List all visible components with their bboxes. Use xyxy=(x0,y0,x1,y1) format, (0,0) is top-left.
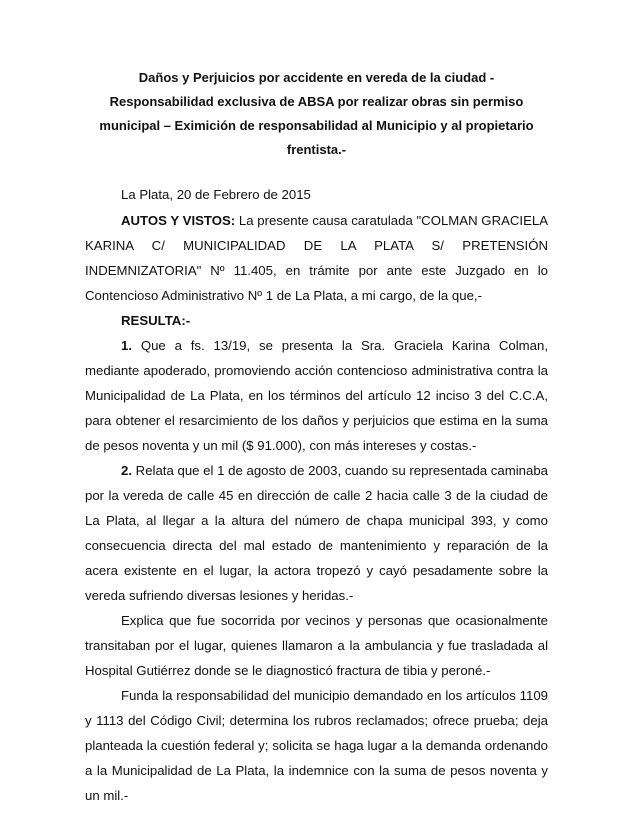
autos-text: La presente causa caratulada "COLMAN GRACIELA KARINA C/ MUNICIPALIDAD DE LA PLATA S/ PRETENSIÓN INDEMNIZATORIA" Nº 11.405, en trámite por ante este Juzgado en lo Contencioso Administrativo Nº 1 de La Plata, a mi cargo, de la que,- xyxy=(85,213,548,303)
date-line: La Plata, 20 de Febrero de 2015 xyxy=(121,187,311,202)
document-page xyxy=(85,66,548,808)
paragraph-4: Funda la responsabilidad del municipio demandado en los artículos 1109 y 1113 del Código Civil; determina los rubros reclamados; ofrece prueba; deja planteada la cuestión federal y; solicita se haga lugar a la demanda ordenando a la Municipalidad de La Plata, la indemnice con la suma de pesos noventa y un mil.- xyxy=(85,688,548,803)
autos-label: AUTOS Y VISTOS: xyxy=(121,213,236,228)
title-line-3: municipal – Eximición de responsabilidad al Municipio y al propietario xyxy=(99,118,534,133)
autos-paragraph xyxy=(85,208,548,308)
paragraph-3: Explica que fue socorrida por vecinos y personas que ocasionalmente transitaban por el lugar, quienes llamaron a la ambulancia y fue trasladada al Hospital Gutiérrez donde se le diagnosticó fractura de tibia y peroné.- xyxy=(85,613,548,678)
resulta-heading: RESULTA:- xyxy=(121,313,191,328)
paragraph-1-text: Que a fs. 13/19, se presenta la Sra. Graciela Karina Colman, mediante apoderado, promoviendo acción contencioso administrativa contra la Municipalidad de La Plata, en los términos del artículo 12 inciso 3 del C.C.A, para obtener el resarcimiento de los daños y perjuicios que estima en la suma de pesos noventa y un mil ($ 91.000), con más intereses y costas.- xyxy=(85,338,548,453)
paragraph-2 xyxy=(85,458,548,608)
paragraph-1 xyxy=(85,333,548,458)
paragraph-2-number: 2. xyxy=(121,463,132,478)
document-title xyxy=(85,66,548,162)
title-line-2: Responsabilidad exclusiva de ABSA por realizar obras sin permiso xyxy=(109,94,524,109)
title-line-4: frentista.- xyxy=(286,142,347,157)
title-line-1: Daños y Perjuicios por accidente en vereda de la ciudad - xyxy=(138,70,495,85)
paragraph-1-number: 1. xyxy=(121,338,132,353)
paragraph-2-text: Relata que el 1 de agosto de 2003, cuando su representada caminaba por la vereda de calle 45 en dirección de calle 2 hacia calle 3 de la ciudad de La Plata, al llegar a la altura del número de chapa municipal 393, y como consecuencia directa del mal estado de mantenimiento y reparación de la acera existente en el lugar, la actora tropezó y cayó pesadamente sobre la vereda sufriendo diversas lesiones y heridas.- xyxy=(85,463,548,603)
resulta-heading-paragraph xyxy=(85,308,548,333)
